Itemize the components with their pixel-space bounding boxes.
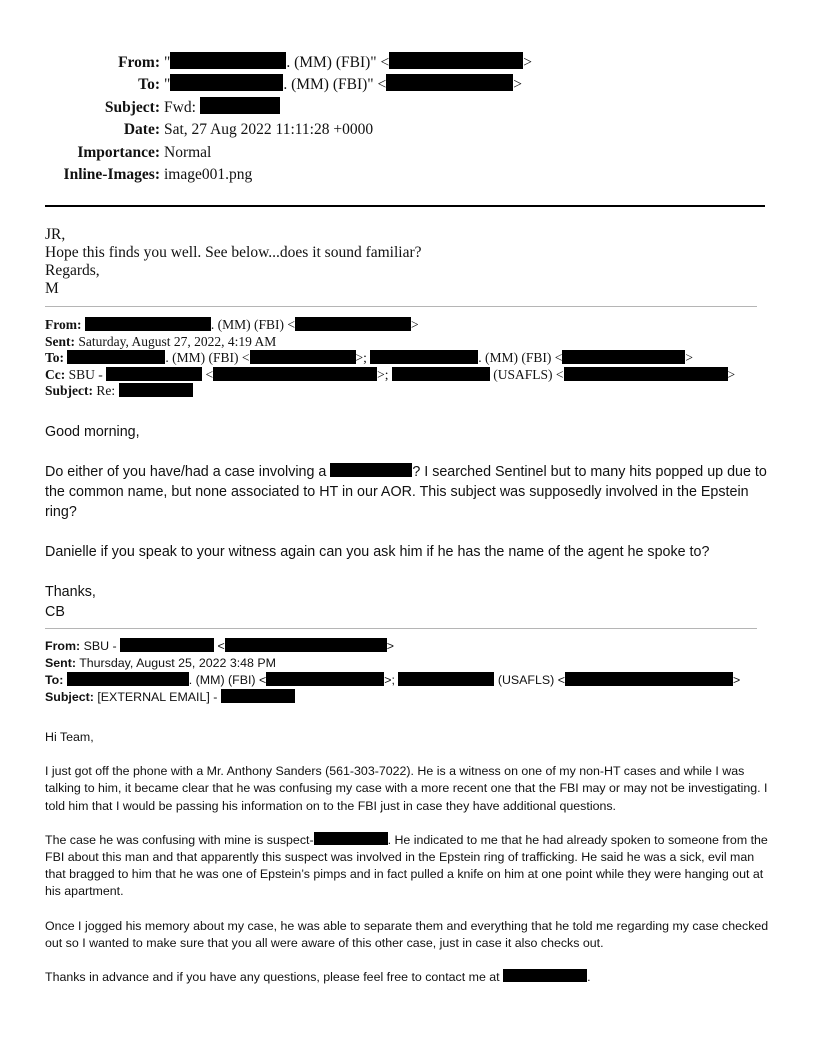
header-from-label: From: xyxy=(118,54,160,71)
message1-paragraph: Danielle if you speak to your witness again can you ask him if he has the name of the agent he spoke to? xyxy=(45,544,710,560)
header-inline-images-label: Inline-Images: xyxy=(63,165,160,183)
message1-signature: CB xyxy=(45,604,65,620)
note-signature: M xyxy=(45,280,59,297)
message1-from-row: From: . (MM) (FBI) < > xyxy=(45,317,419,332)
email-header xyxy=(0,52,800,186)
message1-headers xyxy=(45,317,735,400)
header-to-label: To: xyxy=(138,76,160,94)
message2-subject-row: Subject: [EXTERNAL EMAIL] - xyxy=(45,689,740,706)
redaction xyxy=(120,638,214,652)
message2-headers xyxy=(45,638,740,706)
redaction xyxy=(565,672,733,686)
redaction xyxy=(503,969,587,982)
header-date-row xyxy=(0,119,800,141)
redaction xyxy=(67,672,189,686)
message2-body xyxy=(45,729,773,986)
redaction xyxy=(200,97,280,114)
header-importance-label: Importance: xyxy=(77,143,160,161)
message2-from-row: From: SBU - < > xyxy=(45,639,395,653)
note-greeting: JR, xyxy=(45,226,66,243)
message2-greeting: Hi Team, xyxy=(45,730,94,744)
message1-thanks: Thanks, xyxy=(45,584,96,600)
redaction xyxy=(386,74,513,91)
message1-cc-row: Cc: SBU - < >; (USAFLS) < > xyxy=(45,366,736,382)
message2-sent-row: Sent: Thursday, August 25, 2022 3:48 PM xyxy=(45,656,276,670)
header-to-row: To: " . (MM) (FBI)" < > xyxy=(0,74,800,96)
message2-paragraph: Thanks in advance and if you have any questions, please feel free to contact me at . xyxy=(45,970,591,985)
message-divider xyxy=(45,628,757,629)
message1-greeting: Good morning, xyxy=(45,424,140,440)
redaction xyxy=(370,350,478,364)
redaction xyxy=(392,367,490,381)
header-from-row: From: " . (MM) (FBI)" < > xyxy=(0,52,800,74)
message2-paragraph: The case he was confusing with mine is suspect- . He indicated to me that he had already spoken to someone from the FBI about this man and that apparently this suspect was involved in the Epstein ring of trafficking. He said he was a sick, evil man that bragged to him that he was one of Epstein’s pimps and in fact pulled a knife on him at one point while they were hanging out at his apartment. xyxy=(45,832,768,899)
header-subject-label: Subject: xyxy=(104,98,160,116)
message1-to-row: To: . (MM) (FBI) < >; . (MM) (FBI) < > xyxy=(45,350,694,366)
redaction xyxy=(106,367,202,381)
redaction xyxy=(562,350,685,364)
message2-paragraph: Once I jogged his memory about my case, he was able to separate them and everything that he told me regarding my case checked out so I wanted to make sure that you all were aware of this other case, just in case it also checks out. xyxy=(45,918,769,950)
message1-subject-row: Subject: Re: xyxy=(45,383,735,400)
redaction xyxy=(221,689,295,703)
redaction xyxy=(213,367,377,381)
redaction xyxy=(67,350,165,364)
redaction xyxy=(225,638,387,652)
message1-body xyxy=(45,422,775,622)
header-inline-images-row xyxy=(0,164,800,186)
header-date-value: Sat, 27 Aug 2022 11:11:28 +0000 xyxy=(164,121,374,139)
header-inline-images-value: image001.png xyxy=(164,165,253,183)
message1-sent-row: Sent: Saturday, August 27, 2022, 4:19 AM xyxy=(45,333,277,349)
message2-to-row: To: . (MM) (FBI) < >; (USAFLS) < > xyxy=(45,673,741,687)
header-subject-row: Subject: Fwd: xyxy=(0,97,800,119)
redaction xyxy=(119,383,193,397)
redaction xyxy=(295,317,411,331)
header-divider xyxy=(45,205,765,207)
redaction xyxy=(564,367,728,381)
redaction xyxy=(170,52,286,69)
redaction xyxy=(170,74,283,91)
message1-paragraph: Do either of you have/had a case involving a ? I searched Sentinel but to many hits popped up due to the common name, but none associated to HT in our AOR. This subject was supposedly involved in the Epstein ring? xyxy=(45,464,767,520)
forward-note xyxy=(45,226,422,298)
redaction xyxy=(314,832,388,845)
redaction xyxy=(85,317,211,331)
message2-paragraph: I just got off the phone with a Mr. Anthony Sanders (561-303-7022). He is a witness on one of my non-HT cases and while I was talking to him, it became clear that he was confusing my case with a more recent one that the FBI may or may not be investigating. I told him that I would be passing his information on to the FBI just in case they have additional questions. xyxy=(45,764,768,813)
redaction xyxy=(389,52,523,69)
redaction xyxy=(398,672,494,686)
header-importance-value: Normal xyxy=(164,143,212,161)
header-importance-row xyxy=(0,142,800,164)
redaction xyxy=(330,463,412,477)
header-date-label: Date: xyxy=(123,121,160,139)
note-line: Hope this finds you well. See below...does it sound familiar? xyxy=(45,244,422,261)
note-closing: Regards, xyxy=(45,262,100,279)
redaction xyxy=(250,350,356,364)
redaction xyxy=(266,672,384,686)
message-divider xyxy=(45,306,757,307)
